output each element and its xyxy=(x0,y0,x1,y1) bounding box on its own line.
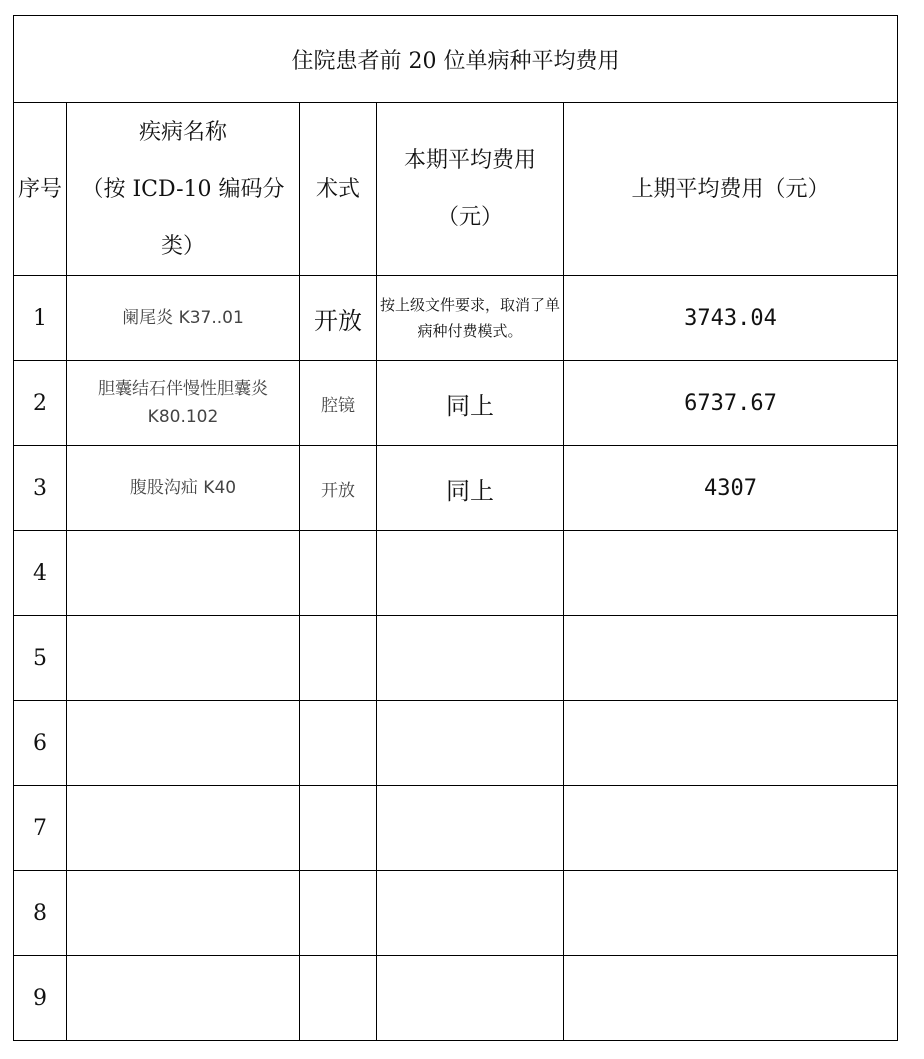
table-row xyxy=(14,616,898,701)
cell-index: 1 xyxy=(14,276,67,361)
cell-disease xyxy=(67,701,300,786)
header-row xyxy=(14,103,898,276)
cell-disease: 阑尾炎 K37..01 xyxy=(67,276,300,361)
cell-current xyxy=(377,701,564,786)
cell-previous xyxy=(564,871,898,956)
title-row xyxy=(14,16,898,103)
cell-current: 同上 xyxy=(377,361,564,446)
cell-index: 2 xyxy=(14,361,67,446)
header-disease-line1: 疾病名称 xyxy=(138,119,227,145)
table-row xyxy=(14,786,898,871)
cell-operation xyxy=(300,871,377,956)
header-current xyxy=(377,103,564,276)
cell-index: 4 xyxy=(14,531,67,616)
cell-previous xyxy=(564,956,898,1041)
header-disease-line2: （按 ICD-10 编码分 xyxy=(81,176,285,202)
header-operation: 术式 xyxy=(300,103,377,276)
cell-previous xyxy=(564,531,898,616)
cell-operation: 开放 xyxy=(300,276,377,361)
cell-operation xyxy=(300,531,377,616)
cell-index: 8 xyxy=(14,871,67,956)
cell-disease xyxy=(67,786,300,871)
cell-disease xyxy=(67,871,300,956)
header-current-line2: （元） xyxy=(436,205,503,230)
cell-operation xyxy=(300,701,377,786)
cell-index: 3 xyxy=(14,446,67,531)
cell-current: 按上级文件要求，取消了单病种付费模式。 xyxy=(377,276,564,361)
cell-disease xyxy=(67,956,300,1041)
cell-disease xyxy=(67,616,300,701)
cell-operation: 腔镜 xyxy=(300,361,377,446)
table-row xyxy=(14,871,898,956)
cell-operation xyxy=(300,956,377,1041)
cell-current xyxy=(377,531,564,616)
cell-index: 5 xyxy=(14,616,67,701)
table-row xyxy=(14,701,898,786)
cell-current xyxy=(377,616,564,701)
cell-previous xyxy=(564,616,898,701)
header-index: 序号 xyxy=(14,103,67,276)
cell-index: 9 xyxy=(14,956,67,1041)
cell-current: 同上 xyxy=(377,446,564,531)
table-title: 住院患者前 20 位单病种平均费用 xyxy=(14,16,898,103)
cell-current xyxy=(377,786,564,871)
cell-operation: 开放 xyxy=(300,446,377,531)
cell-operation xyxy=(300,786,377,871)
cell-disease: 胆囊结石伴慢性胆囊炎 K80.102 xyxy=(67,361,300,446)
cell-index: 6 xyxy=(14,701,67,786)
cell-previous: 4307 xyxy=(564,446,898,531)
cell-previous: 3743.04 xyxy=(564,276,898,361)
cell-previous xyxy=(564,786,898,871)
cell-previous: 6737.67 xyxy=(564,361,898,446)
cell-disease xyxy=(67,531,300,616)
cell-current xyxy=(377,956,564,1041)
cost-table xyxy=(13,15,898,1041)
table-row xyxy=(14,956,898,1041)
header-current-line1: 本期平均费用 xyxy=(403,148,536,173)
table-row xyxy=(14,531,898,616)
cell-current xyxy=(377,871,564,956)
header-disease-line3: 类） xyxy=(160,233,205,259)
cell-previous xyxy=(564,701,898,786)
cell-disease: 腹股沟疝 K40 xyxy=(67,446,300,531)
table-row xyxy=(14,276,898,361)
header-previous: 上期平均费用（元） xyxy=(564,103,898,276)
table-row xyxy=(14,361,898,446)
cell-index: 7 xyxy=(14,786,67,871)
table-row xyxy=(14,446,898,531)
header-disease xyxy=(67,103,300,276)
cell-operation xyxy=(300,616,377,701)
